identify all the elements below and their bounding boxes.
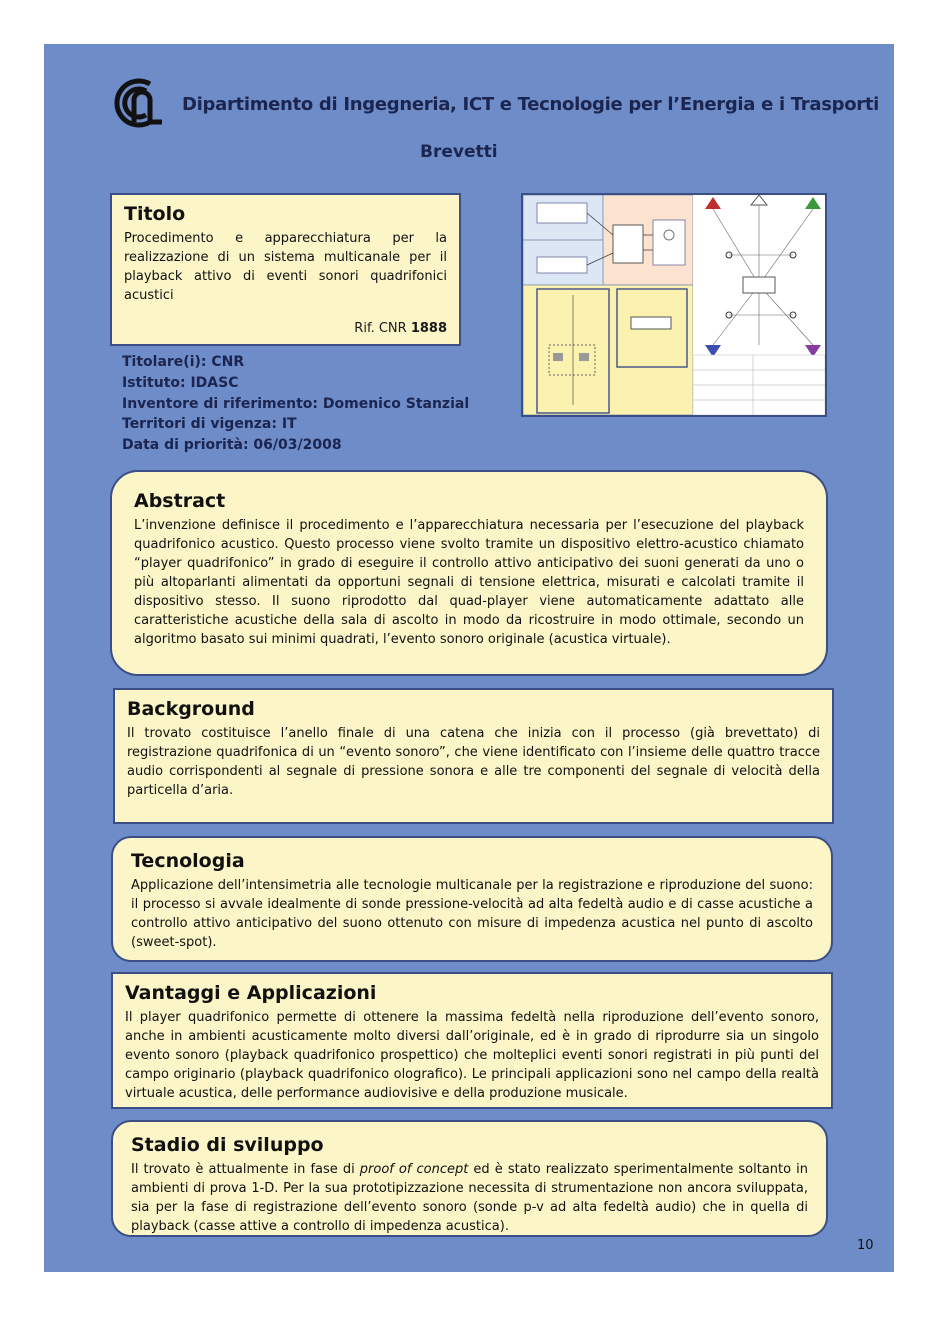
- stadio-text: [131, 1160, 808, 1236]
- inventore-line: Inventore di riferimento: Domenico Stanzial: [122, 395, 470, 412]
- stadio-text-italic: proof of concept: [359, 1162, 469, 1177]
- stadio-box: [111, 1120, 828, 1237]
- stadio-heading: Stadio di sviluppo: [131, 1134, 324, 1156]
- patent-diagram-figure: [521, 193, 827, 417]
- stadio-text-before: Il trovato è attualmente in fase di: [131, 1162, 360, 1177]
- tecnologia-text: Applicazione dell’intensimetria alle tecnologie multicanale per la registrazione e riproduzione del suono: il processo si avvale idealmente di sonde pressione-velocità ad alta fedeltà audio e di casse acustiche a controllo attivo anticipativo del suono ottenuto con misure di impedenza acustica nel punto di ascolto (sweet-spot).: [131, 878, 813, 950]
- stadio-text-after: ed è stato realizzato sperimentalmente soltanto in ambienti di prova 1-D. Per la sua prototipizzazione necessita di strumentazione non ancora sviluppata, sia per la fase di registrazione dell’evento sonoro (sonde p-v ad alta fedeltà audio) che in quella di playback (casse attive a controllo di impedenza acustica).: [131, 1162, 808, 1234]
- titolo-box: [110, 193, 461, 346]
- abstract-box: [110, 470, 828, 676]
- vantaggi-text: Il player quadrifonico permette di ottenere la massima fedeltà nella riproduzione dell’evento sonoro, anche in ambienti acusticamente molto diversi dall’originale, ed è in grado di riprodurre sia un singolo evento sonoro (playback quadrifonico prospettico) che molteplici eventi sonori registrati in più punti del campo originario (playback quadrifonico olografico). Le principali applicazioni sono nel campo della realtà virtuale acustica, delle performance audiovisive e della produzione musicale.: [125, 1010, 819, 1101]
- vantaggi-box: [111, 972, 833, 1109]
- titolo-heading: Titolo: [124, 203, 186, 225]
- data-priorita-line: Data di priorità: 06/03/2008: [122, 437, 342, 454]
- page-number: 10: [857, 1238, 874, 1253]
- tecnologia-heading: Tecnologia: [131, 850, 245, 872]
- abstract-text: L’invenzione definisce il procedimento e l’apparecchiatura necessaria per l’esecuzione del playback quadrifonico acustico. Questo processo viene svolto tramite un dispositivo elettro-acustico chiamato “player quadrifonico” in grado di eseguire il controllo attivo anticipativo dei suoni generati da uno o più altoparlanti alimentati da opportuni segnali di tensione elettrica, misurati e calcolati tramite il dispositivo stesso. Il suono riprodotto dal quad-player viene automaticamente adattato alle caratteristiche acustiche della sala di ascolto in modo da ricostruire in modo ottimale, secondo un algoritmo basato sui minimi quadrati, l’evento sonoro originale (acustica virtuale).: [134, 518, 804, 647]
- section-title: Brevetti: [420, 142, 498, 162]
- rif-cnr: [354, 321, 447, 336]
- istituto-line: Istituto: IDASC: [122, 374, 239, 391]
- tecnologia-box: [111, 836, 833, 962]
- background-text: Il trovato costituisce l’anello finale di una catena che inizia con il processo (già brevettato) di registrazione quadrifonica di un “evento sonoro”, che viene identificato con l’insieme delle quattro tracce audio corrispondenti al segnale di pressione sonora e alle tre componenti del segnale di velocità della particella d’aria.: [127, 726, 820, 798]
- titolo-text: Procedimento e apparecchiatura per la realizzazione di un sistema multicanale per il playback attivo di eventi sonori quadrifonici acustici: [124, 231, 447, 303]
- patent-info: [122, 352, 469, 456]
- patent-diagram-image: [523, 195, 825, 415]
- abstract-heading: Abstract: [134, 490, 226, 512]
- titolare-line: Titolare(i): CNR: [122, 354, 245, 370]
- vantaggi-heading: Vantaggi e Applicazioni: [125, 982, 377, 1004]
- background-heading: Background: [127, 698, 255, 720]
- territori-line: Territori di vigenza: IT: [122, 416, 297, 433]
- background-box: [113, 688, 834, 824]
- rif-number: 1888: [410, 321, 447, 336]
- cnr-logo-icon: [110, 78, 166, 128]
- rif-prefix: Rif. CNR: [354, 321, 407, 336]
- department-title: Dipartimento di Ingegneria, ICT e Tecnologie per l’Energia e i Trasporti: [182, 94, 880, 115]
